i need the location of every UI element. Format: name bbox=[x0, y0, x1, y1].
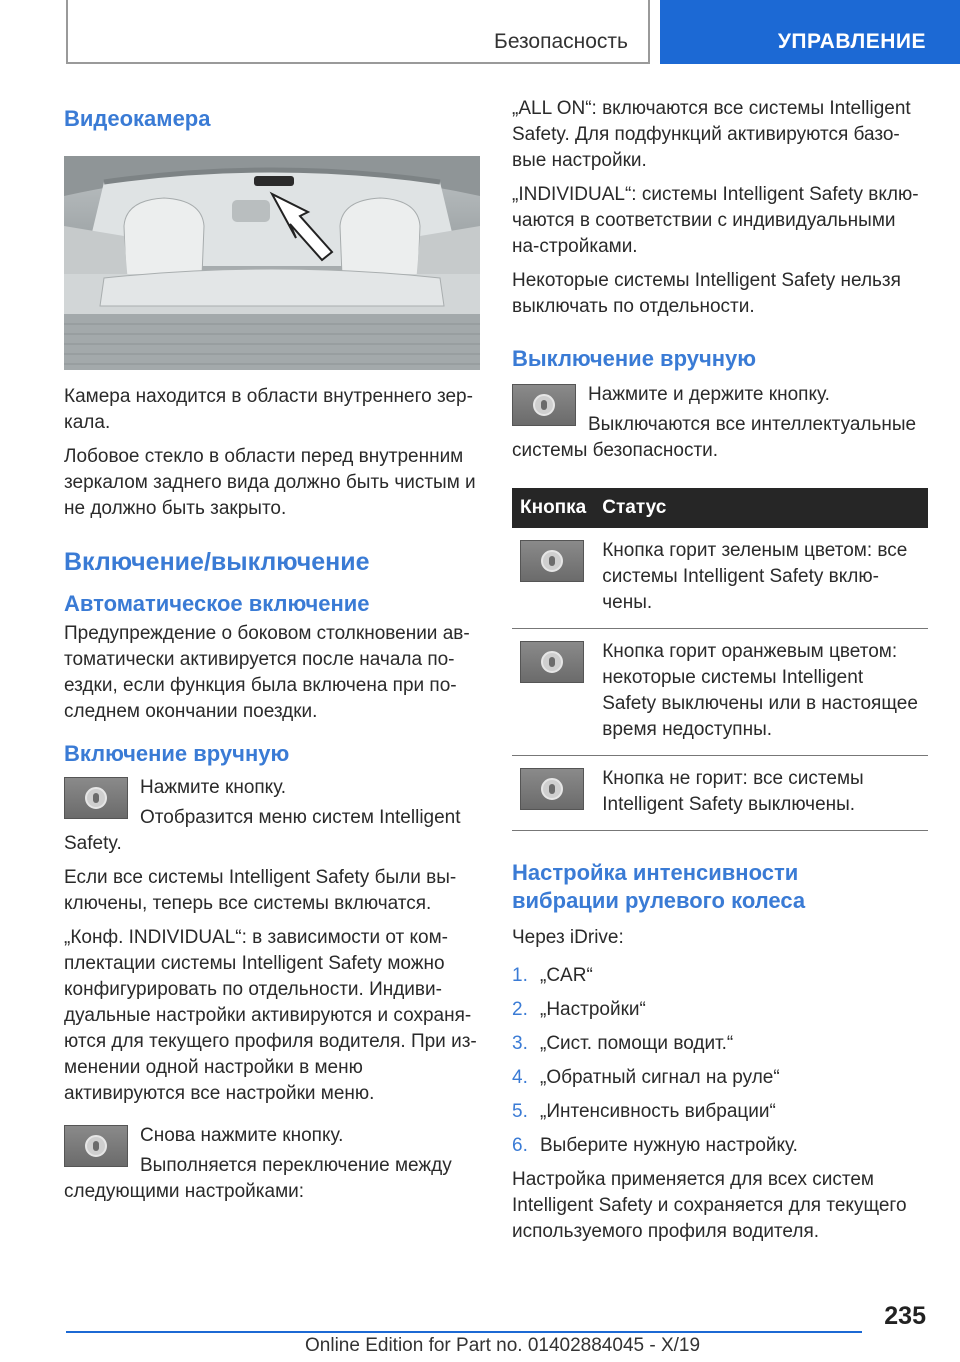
table-row bbox=[512, 629, 928, 756]
all-off-text: Выключаются все интеллектуальные системы безопасности. bbox=[512, 414, 917, 461]
car-interior-illustration bbox=[64, 156, 480, 370]
header-section-tab bbox=[66, 0, 650, 64]
list-item: 2. „Настройки“ bbox=[512, 999, 646, 1020]
button-instruction-hold bbox=[512, 382, 928, 434]
heading-camera: Видеокамера bbox=[64, 106, 211, 131]
list-item: 1. „CAR“ bbox=[512, 965, 593, 986]
button-status-table bbox=[512, 488, 928, 831]
steps-list bbox=[512, 963, 928, 1159]
individual-config-text: „Конф. INDIVIDUAL“: в зависимости от ком-плектации системы Intelligent Safety можно конфигурировать по отдельности. Индиви-дуальные настройки активируются и сохраня-ются для текущего профиля водителя. При из-менении одной настройки в меню активируются все настройки меню. bbox=[64, 927, 477, 1104]
button-off-icon bbox=[520, 768, 584, 810]
list-item: 3. „Сист. помощи водит.“ bbox=[512, 1033, 734, 1054]
heading-on-off: Включение/выключение bbox=[64, 548, 370, 576]
list-item: 6. Выберите нужную настройку. bbox=[512, 1135, 798, 1156]
auto-on-text: Предупреждение о боковом столкновении ав-томатически активируется после начала по-ездки, если функция была включена при по-следнем окончании поездки. bbox=[64, 623, 470, 722]
list-item: 5. „Интенсивность вибрации“ bbox=[512, 1101, 776, 1122]
footer-edition: Online Edition for Part no. 01402884045 - X/19 bbox=[305, 1335, 701, 1356]
button-instruction-press-again bbox=[64, 1123, 480, 1175]
table-header-status: Статус bbox=[594, 488, 928, 528]
non-disableable-text: Некоторые системы Intelligent Safety нельзя выключать по отдельности. bbox=[512, 270, 901, 317]
footer-divider bbox=[66, 1331, 862, 1333]
status-off-text: Кнопка не горит: все системы Intelligent Safety выключены. bbox=[594, 756, 928, 831]
status-orange-text: Кнопка горит оранжевым цветом: некоторые системы Intelligent Safety выключены или в настоящее время недоступны. bbox=[594, 629, 928, 756]
button-instruction-press bbox=[64, 775, 480, 827]
button-green-icon bbox=[520, 540, 584, 582]
button-orange-icon bbox=[520, 641, 584, 683]
individual-mode-text: „INDIVIDUAL“: системы Intelligent Safety вклю-чаются в соответствии с индивидуальными на-стройками. bbox=[512, 184, 919, 257]
heading-auto-on: Автоматическое включение bbox=[64, 591, 370, 616]
table-row bbox=[512, 528, 928, 629]
press-again-text: Снова нажмите кнопку. bbox=[140, 1125, 344, 1146]
page-number: 235 bbox=[884, 1302, 926, 1330]
final-note-text: Настройка применяется для всех систем Intelligent Safety и сохраняется для текущего используемого профиля водителя. bbox=[512, 1169, 907, 1242]
right-column bbox=[512, 96, 928, 1245]
press-button-text: Нажмите кнопку. bbox=[140, 777, 287, 798]
heading-manual-off: Выключение вручную bbox=[512, 346, 757, 371]
toggle-settings-text: Выполняется переключение между следующими настройками: bbox=[64, 1155, 452, 1202]
left-column bbox=[64, 96, 480, 1205]
header-section-title: Безопасность bbox=[494, 30, 628, 53]
via-idrive-text: Через iDrive: bbox=[512, 927, 624, 948]
list-item: 4. „Обратный сигнал на руле“ bbox=[512, 1067, 780, 1088]
intelligent-safety-button-icon bbox=[512, 384, 576, 426]
all-on-text: „ALL ON“: включаются все системы Intelligent Safety. Для подфункций активируются базо-вые настройки. bbox=[512, 98, 911, 171]
camera-photo bbox=[64, 156, 480, 370]
table-header-button: Кнопка bbox=[512, 488, 594, 528]
camera-location-text: Камера находится в области внутреннего зер-кала. bbox=[64, 386, 473, 433]
intelligent-safety-button-icon bbox=[64, 1125, 128, 1167]
heading-manual-on: Включение вручную bbox=[64, 741, 290, 766]
heading-vibration: Настройка интенсивности вибрации рулевого колеса bbox=[512, 860, 806, 913]
header-chapter-title: УПРАВЛЕНИЕ bbox=[777, 30, 926, 53]
hold-button-text: Нажмите и держите кнопку. bbox=[588, 384, 830, 405]
status-green-text: Кнопка горит зеленым цветом: все системы Intelligent Safety вклю-чены. bbox=[594, 528, 928, 629]
table-row bbox=[512, 756, 928, 831]
all-systems-on-text: Если все системы Intelligent Safety были вы-ключены, теперь все системы включатся. bbox=[64, 867, 457, 914]
menu-shown-text: Отобразится меню систем Intelligent Safety. bbox=[64, 807, 461, 854]
intelligent-safety-button-icon bbox=[64, 777, 128, 819]
header-chapter-tab bbox=[660, 0, 960, 64]
camera-windshield-text: Лобовое стекло в области перед внутренним зеркалом заднего вида должно быть чистым и не должно быть закрыто. bbox=[64, 446, 476, 519]
